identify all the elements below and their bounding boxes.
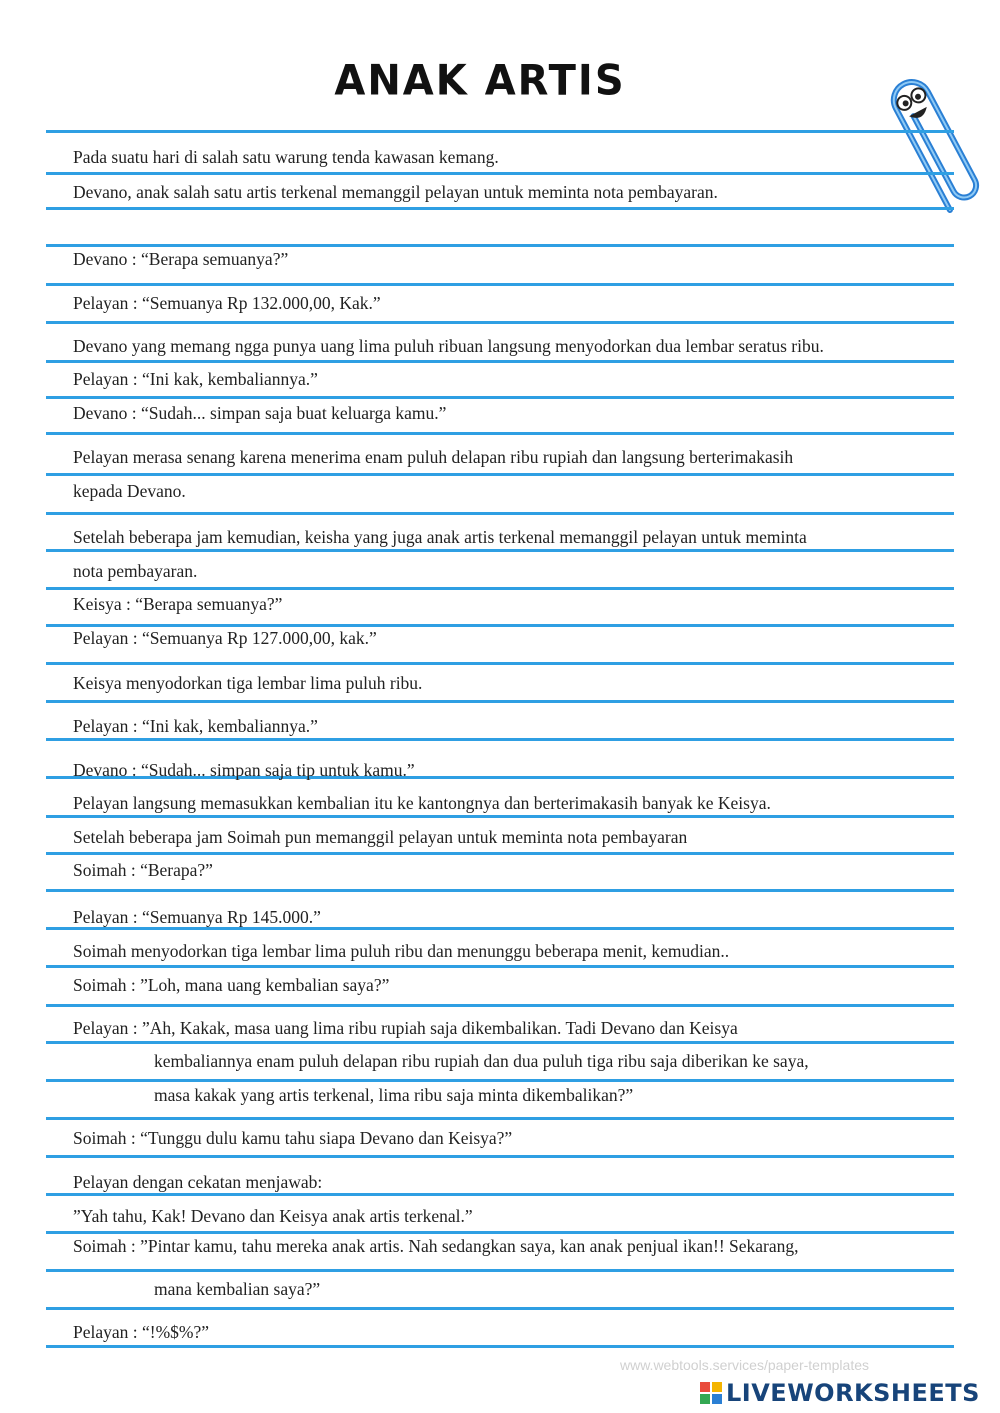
brand-banner [700,1378,980,1408]
dialogue-line: Pelayan : “Ini kak, kembaliannya.” [73,369,318,389]
dialogue-line: Keisya : “Berapa semuanya?” [73,594,283,614]
rule-line [46,1117,954,1120]
rule-line [46,283,954,286]
story-line: Setelah beberapa jam kemudian, keisha yang juga anak artis terkenal memanggil pelayan untuk meminta [73,527,807,547]
dialogue-line: Pelayan : “!%$%?” [73,1322,210,1342]
dialogue-line: Pelayan : “Ini kak, kembaliannya.” [73,716,318,736]
rule-line [46,321,954,324]
dialogue-line: Pelayan : “Semuanya Rp 132.000,00, Kak.” [73,293,381,313]
rule-line [46,1155,954,1158]
dialogue-line: Pelayan : “Semuanya Rp 145.000.” [73,907,321,927]
dialogue-line: kembaliannya enam puluh delapan ribu rupiah dan dua puluh tiga ribu saja diberikan ke saya, [154,1051,809,1071]
rule-line [46,700,954,703]
rule-line [46,815,954,818]
rule-line [46,1079,954,1082]
liveworksheets-logo-icon [700,1382,722,1404]
dialogue-line: Soimah : ”Pintar kamu, tahu mereka anak artis. Nah sedangkan saya, kan anak penjual ikan!! Sekarang, [73,1236,799,1256]
rule-line [46,207,954,210]
worksheet-title: ANAK ARTIS [334,56,626,106]
dialogue-line: Soimah : ”Loh, mana uang kembalian saya?” [73,975,390,995]
story-line: Devano yang memang ngga punya uang lima puluh ribuan langsung menyodorkan dua lembar seratus ribu. [73,336,824,356]
rule-line [46,360,954,363]
dialogue-line: Devano : “Sudah... simpan saja buat keluarga kamu.” [73,403,447,423]
rule-line [46,1307,954,1310]
story-line: Soimah menyodorkan tiga lembar lima puluh ribu dan menunggu beberapa menit, kemudian.. [73,941,730,961]
rule-line [46,1269,954,1272]
rule-line [46,512,954,515]
dialogue-line: masa kakak yang artis terkenal, lima ribu saja minta dikembalikan?” [154,1085,634,1105]
template-url: www.webtools.services/paper-templates [620,1357,869,1373]
rule-line [46,473,954,476]
rule-line [46,1193,954,1196]
rule-line [46,738,954,741]
rule-line [46,624,954,627]
rule-line [46,587,954,590]
rule-line [46,130,954,133]
dialogue-line: Devano : “Berapa semuanya?” [73,249,289,269]
rule-line [46,1231,954,1234]
story-line: Setelah beberapa jam Soimah pun memanggil pelayan untuk meminta nota pembayaran [73,827,688,847]
rule-line [46,889,954,892]
story-line: Pelayan langsung memasukkan kembalian itu ke kantongnya dan berterimakasih banyak ke Keisya. [73,793,771,813]
story-line: Keisya menyodorkan tiga lembar lima puluh ribu. [73,673,423,693]
rule-line [46,1041,954,1044]
rule-line [46,965,954,968]
rule-line [46,662,954,665]
rule-line [46,852,954,855]
rule-line [46,432,954,435]
dialogue-line: Pelayan : “Semuanya Rp 127.000,00, kak.” [73,628,377,648]
rule-line [46,396,954,399]
rule-line [46,549,954,552]
story-line: Pelayan merasa senang karena menerima enam puluh delapan ribu rupiah dan langsung berterimakasih [73,447,794,467]
dialogue-line: mana kembalian saya?” [154,1279,321,1299]
dialogue-line: Pelayan : ”Ah, Kakak, masa uang lima ribu rupiah saja dikembalikan. Tadi Devano dan Keisya [73,1018,738,1038]
rule-line [46,1004,954,1007]
dialogue-line: Soimah : “Tunggu dulu kamu tahu siapa Devano dan Keisya?” [73,1128,513,1148]
story-line: Pada suatu hari di salah satu warung tenda kawasan kemang. [73,147,499,167]
rule-line [46,244,954,247]
story-line: Devano, anak salah satu artis terkenal memanggil pelayan untuk meminta nota pembayaran. [73,182,718,202]
story-line: Pelayan dengan cekatan menjawab: [73,1172,323,1192]
story-line: kepada Devano. [73,481,186,501]
rule-line [46,172,954,175]
dialogue-line: ”Yah tahu, Kak! Devano dan Keisya anak artis terkenal.” [73,1206,473,1226]
brand-name: LIVEWORKSHEETS [726,1379,980,1407]
story-line: nota pembayaran. [73,561,198,581]
dialogue-line: Devano : “Sudah... simpan saja tip untuk kamu.” [73,760,415,780]
dialogue-line: Soimah : “Berapa?” [73,860,213,880]
rule-line [46,1345,954,1348]
